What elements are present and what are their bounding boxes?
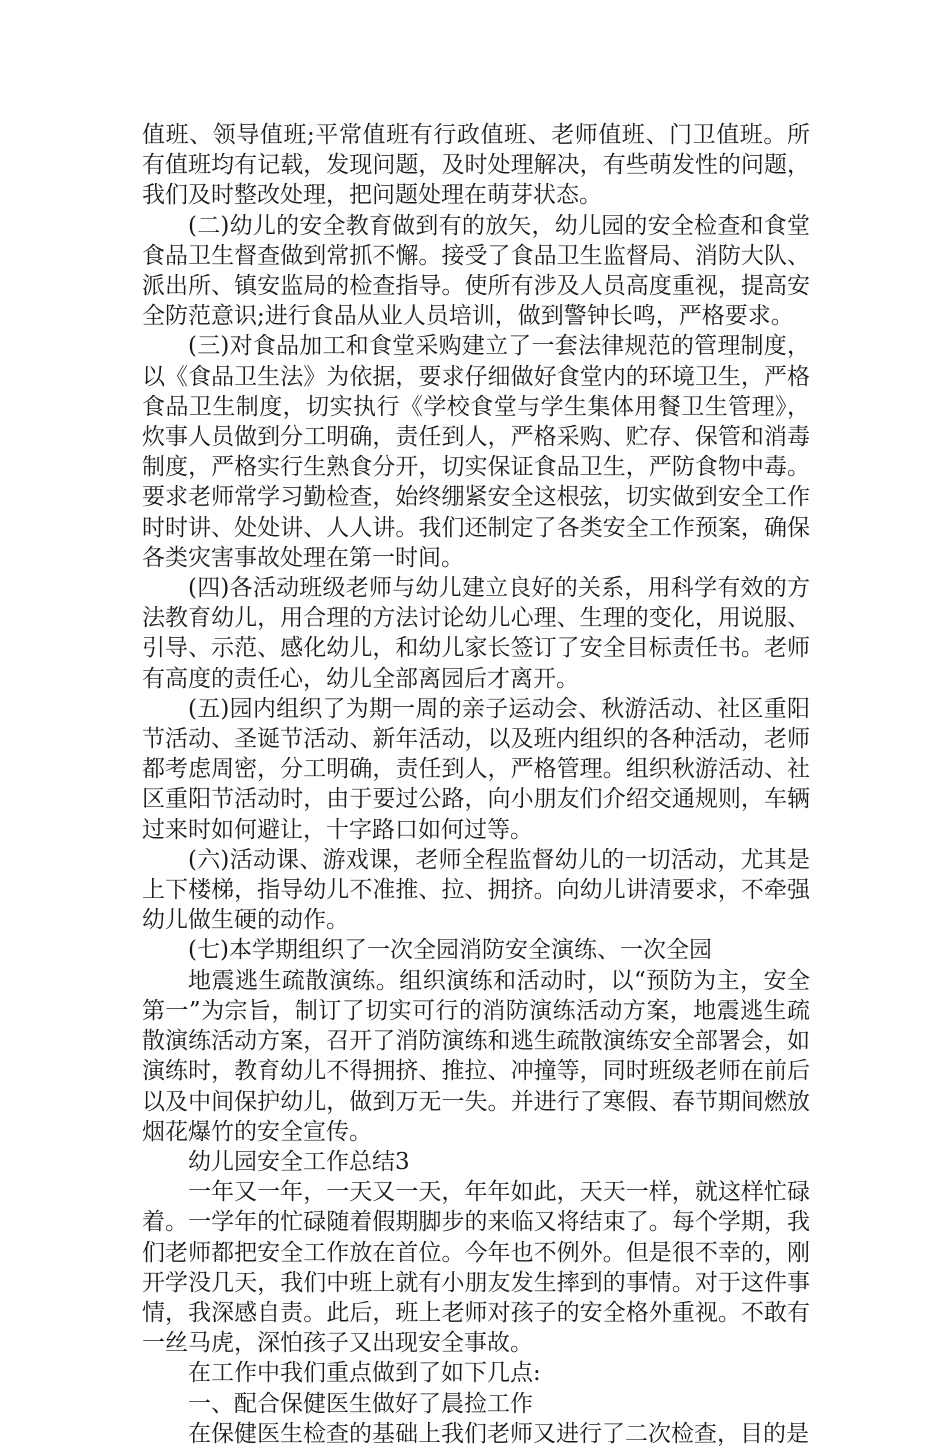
paragraph-food-management: (三)对食品加工和食堂采购建立了一套法律规范的管理制度，以《食品卫生法》为依据，要求仔细做好食堂内的环境卫生，严格食品卫生制度，切实执行《学校食堂与学生集体用餐卫生管理》，炊事人员做到分工明确，责任到人，严格采购、贮存、保管和消毒制度，严格实行生熟食分开，切实保证食品卫生，严防食物中毒。要求老师常学习勤检查，始终绷紧安全这根弦，切实做到安全工作时时讲、处处讲、人人讲。我们还制定了各类安全工作预案，确保各类灾害事故处理在第一时间。 bbox=[142, 333, 810, 571]
paragraph-year-review: 一年又一年，一天又一天，年年如此，天天一样，就这样忙碌着。一学年的忙碌随着假期脚步的来临又将结束了。每个学期，我们老师都把安全工作放在首位。今年也不例外。但是很不幸的，刚开学没几天，我们中班上就有小朋友发生摔到的事情。对于这件事情，我深感自责。此后，班上老师对孩子的安全格外重视。不敢有一丝马虎，深怕孩子又出现安全事故。 bbox=[142, 1179, 810, 1357]
section-heading-summary-3: 幼儿园安全工作总结3 bbox=[188, 1148, 410, 1175]
paragraph-activity-supervision: (六)活动课、游戏课，老师全程监督幼儿的一切活动，尤其是上下楼梯，指导幼儿不准推、拉、拥挤。向幼儿讲清要求，不牵强幼儿做生硬的动作。 bbox=[142, 846, 810, 934]
paragraph-drill-intro: (七)本学期组织了一次全园消防安全演练、一次全园 bbox=[188, 937, 712, 964]
paragraph-second-check: 在保健医生检查的基础上我们老师又进行了二次检查，目的是 bbox=[188, 1420, 809, 1447]
paragraph-earthquake-drill: 地震逃生疏散演练。组织演练和活动时，以“预防为主，安全第一”为宗旨，制订了切实可行的消防演练活动方案，地震逃生疏散演练活动方案，召开了消防演练和逃生疏散演练安全部署会，如演练时，教育幼儿不得拥挤、推拉、冲撞等，同时班级老师在前后以及中间保护幼儿，做到万无一失。并进行了寒假、春节期间燃放烟花爆竹的安全宣传。 bbox=[142, 967, 810, 1145]
document-page bbox=[142, 120, 810, 1449]
paragraph-activities: (五)园内组织了为期一周的亲子运动会、秋游活动、社区重阳节活动、圣诞节活动、新年活动，以及班内组织的各种活动，老师都考虑周密，分工明确，责任到人，严格管理。组织秋游活动、社区重阳节活动时，由于要过公路，向小朋友们介绍交通规则，车辆过来时如何避让，十字路口如何过等。 bbox=[142, 695, 810, 843]
subheading-morning-check: 一、配合保健医生做好了晨捡工作 bbox=[188, 1390, 533, 1417]
paragraph-key-points-intro: 在工作中我们重点做到了如下几点: bbox=[188, 1360, 541, 1387]
paragraph-safety-education: (二)幼儿的安全教育做到有的放矢，幼儿园的安全检查和食堂食品卫生督查做到常抓不懈。接受了食品卫生监督局、消防大队、派出所、镇安监局的检查指导。使所有涉及人员高度重视，提高安全防范意识;进行食品从业人员培训，做到警钟长鸣，严格要求。 bbox=[142, 212, 810, 330]
paragraph-teacher-child-relations: (四)各活动班级老师与幼儿建立良好的关系，用科学有效的方法教育幼儿，用合理的方法讨论幼儿心理、生理的变化，用说服、引导、示范、感化幼儿，和幼儿家长签订了安全目标责任书。老师有高度的责任心，幼儿全部离园后才离开。 bbox=[142, 575, 810, 692]
paragraph-duty-continuation: 值班、领导值班;平常值班有行政值班、老师值班、门卫值班。所有值班均有记载，发现问题，及时处理解决，有些萌发性的问题，我们及时整改处理，把问题处理在萌芽状态。 bbox=[142, 122, 810, 209]
